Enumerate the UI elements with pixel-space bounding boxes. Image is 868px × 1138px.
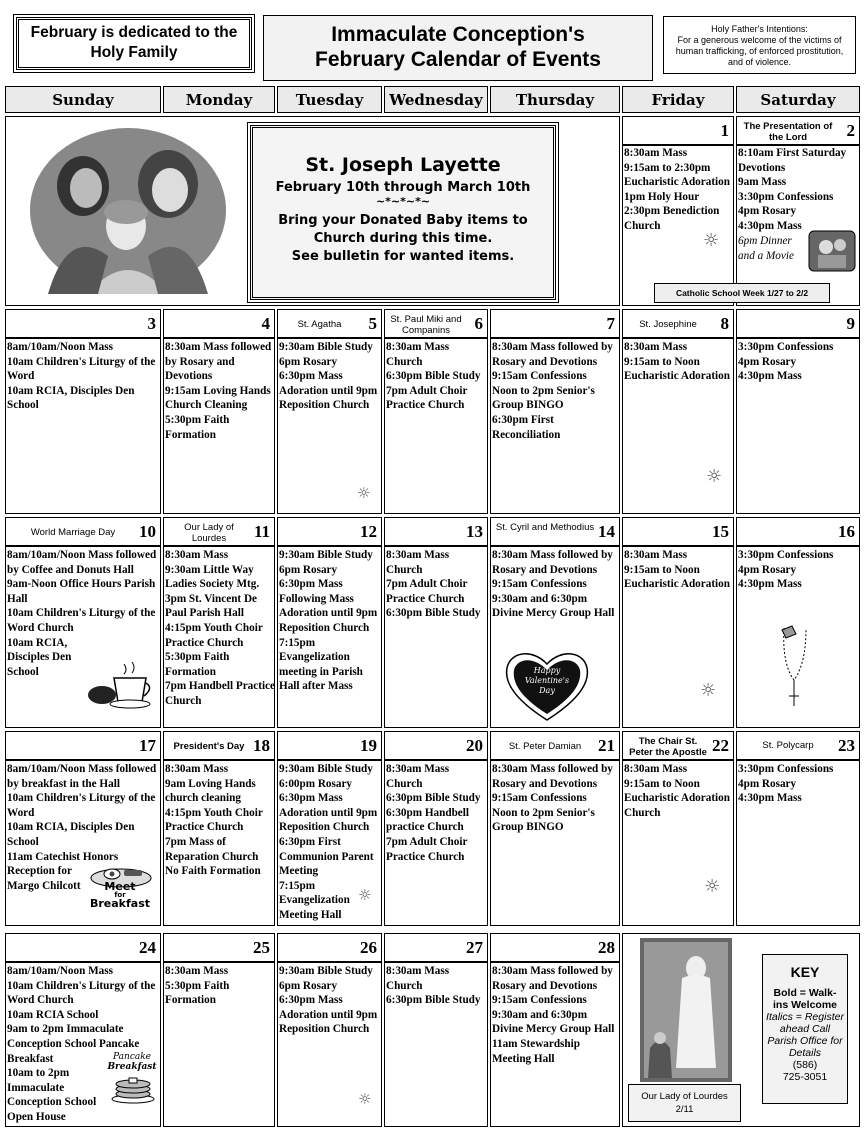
day-header-20: 20 [384, 731, 488, 760]
day-header-5: St. Agatha 5 [277, 309, 382, 338]
day-header-2: The Presentation of the Lord 2 [736, 116, 860, 145]
day-header-24: 24 [5, 933, 161, 962]
st-joseph-layette-box [250, 125, 556, 300]
events-day-28: 8:30am Mass followed by Rosary and Devotions 9:15am Confessions 9:30am and 6:30pm Divine Mercy Group Hall 11am Stewardship Meeting Hall [492, 965, 615, 1065]
day-header-21: St. Peter Damian 21 [490, 731, 620, 760]
dinner-movie-image [808, 230, 856, 272]
day-header-14: St. Cyril and Methodius 14 [490, 517, 620, 546]
events-day-3: 8am/10am/Noon Mass 10am Children's Liturgy of the Word 10am RCIA, Disciples Den School [7, 341, 156, 412]
day-header-1: 1 [622, 116, 734, 145]
valentine-text: Happy Valentine's Day [524, 666, 570, 695]
day-header-18: President's Day 18 [163, 731, 275, 760]
events-day-5: 9:30am Bible Study 6pm Rosary 6:30pm Mass Adoration until 9pm Reposition Church [279, 341, 378, 412]
holy-family-image [28, 126, 228, 294]
events-day-26: 9:30am Bible Study 6pm Rosary 6:30pm Mass Adoration until 9pm Reposition Church [279, 965, 378, 1036]
day-header-10: World Marriage Day 10 [5, 517, 161, 546]
key-italic: Italics = Register ahead Call Parish Office for Details [766, 1011, 844, 1059]
events-day-19: 9:30am Bible Study 6:00pm Rosary 6:30pm Mass Adoration until 9pm Reposition Church 6:30pm First Communion Parent Meeting 7:15pm Evangelization Meeting Hall [279, 763, 378, 921]
weekday-wednesday: Wednesday [384, 86, 488, 113]
monstrance-icon: ☼ [700, 680, 717, 701]
key-title: KEY [790, 964, 820, 980]
events-day-2-italic: 6pm Dinner and a Movie [738, 235, 794, 262]
day-header-13: 13 [384, 517, 488, 546]
key-bold: Bold = Walk-ins Welcome [773, 987, 837, 1011]
events-day-21: 8:30am Mass followed by Rosary and Devotions 9:15am Confessions Noon to 2pm Senior's Group BINGO [492, 763, 613, 834]
events-day-11: 8:30am Mass 9:30am Little Way Ladies Society Mtg. 3pm St. Vincent De Paul Parish Hall 4:15pm Youth Choir Practice Church 5:30pm Faith Formation 7pm Handbell Practice Church [165, 549, 275, 707]
weekday-monday: Monday [163, 86, 275, 113]
day-header-8: St. Josephine 8 [622, 309, 734, 338]
layette-title: St. Joseph Layette [305, 154, 501, 176]
events-day-23: 3:30pm Confessions 4pm Rosary 4:30pm Mass [738, 763, 834, 805]
day-header-25: 25 [163, 933, 275, 962]
events-day-4: 8:30am Mass followed by Rosary and Devotions 9:15am Loving Hands Church Cleaning 5:30pm Faith Formation [165, 341, 272, 441]
monstrance-icon: ☼ [704, 876, 721, 897]
events-day-20: 8:30am Mass Church 6:30pm Bible Study 6:30pm Handbell practice Church 7pm Adult Choir Practice Church [386, 763, 481, 863]
pancake-breakfast-sign: Pancake Breakfast [107, 1052, 157, 1072]
pancake-stack-icon [110, 1074, 156, 1104]
events-day-27: 8:30am Mass Church 6:30pm Bible Study [386, 965, 481, 1007]
layette-divider: ~*~*~*~ [375, 195, 431, 208]
events-day-15: 8:30am Mass 9:15am to Noon Eucharistic Adoration [624, 549, 730, 591]
layette-text: Bring your Donated Baby items to Church during this time. See bulletin for wanted items. [278, 213, 528, 264]
weekday-saturday: Saturday [736, 86, 860, 113]
events-day-16: 3:30pm Confessions 4pm Rosary 4:30pm Mass [738, 549, 834, 591]
intentions-text: Holy Father's Intentions: For a generous welcome of the victims of human trafficking, of enforced prostitution, and of violence. [675, 24, 844, 67]
events-day-18: 8:30am Mass 9am Loving Hands church cleaning 4:15pm Youth Choir Practice Church 7pm Mass of Reparation Church No Faith Formation [165, 763, 263, 878]
day-header-11: Our Lady of Lourdes 11 [163, 517, 275, 546]
events-day-6: 8:30am Mass Church 6:30pm Bible Study 7pm Adult Choir Practice Church [386, 341, 481, 412]
title-box [263, 15, 653, 81]
day-header-4: 4 [163, 309, 275, 338]
dedication-text: February is dedicated to the Holy Family [30, 24, 238, 61]
weekday-thursday: Thursday [490, 86, 620, 113]
key-phone-1: (586) [792, 1059, 818, 1071]
our-lady-of-lourdes-image [640, 938, 732, 1082]
weekday-sunday: Sunday [5, 86, 161, 113]
key-phone-2: 725-3051 [782, 1071, 828, 1083]
key-box [762, 954, 848, 1104]
events-day-13: 8:30am Mass Church 7pm Adult Choir Practice Church 6:30pm Bible Study [386, 549, 481, 620]
day-header-26: 26 [277, 933, 382, 962]
events-day-25: 8:30am Mass 5:30pm Faith Formation [165, 965, 230, 1007]
events-day-12: 9:30am Bible Study 6pm Rosary 6:30pm Mass Following Mass Adoration until 9pm Reposition Church 7:15pm Evangelization meeting in Parish Hall after Mass [279, 549, 378, 693]
events-day-9: 3:30pm Confessions 4pm Rosary 4:30pm Mass [738, 341, 834, 383]
catholic-school-week-label: Catholic School Week 1/27 to 2/2 [654, 283, 830, 303]
day-header-22: The Chair St. Peter the Apostle 22 [622, 731, 734, 760]
weekday-tuesday: Tuesday [277, 86, 382, 113]
day-header-16: 16 [736, 517, 860, 546]
day-header-6: St. Paul Miki and Companins 6 [384, 309, 488, 338]
events-day-22: 8:30am Mass 9:15am to Noon Eucharistic Adoration Church [624, 763, 730, 819]
day-header-19: 19 [277, 731, 382, 760]
day-header-9: 9 [736, 309, 860, 338]
day-header-15: 15 [622, 517, 734, 546]
meet-for-breakfast-sign: Meet for Breakfast [89, 880, 151, 910]
page-title: Immaculate Conception's February Calendar of Events [315, 23, 601, 71]
events-day-24: 8am/10am/Noon Mass 10am Children's Liturgy of the Word Church 10am RCIA School 9am to 2pm Immaculate Conception School Pancake Breakfast 10am to 2pm Immaculate Conception School Open House [7, 965, 156, 1123]
monstrance-icon: ☼ [706, 466, 723, 487]
rosary-icon [778, 624, 812, 710]
day-header-12: 12 [277, 517, 382, 546]
coffee-cup-icon [86, 660, 154, 710]
monstrance-icon: ☼ [358, 886, 372, 904]
monstrance-icon: ☼ [703, 230, 720, 251]
events-day-17: 8am/10am/Noon Mass followed by breakfast in the Hall 10am Children's Liturgy of the Word 10am RCIA, Disciples Den School 11am Catechist Honors Reception for Margo Chilcott [7, 763, 157, 892]
day-header-27: 27 [384, 933, 488, 962]
lourdes-caption: Our Lady of Lourdes 2/11 [628, 1084, 741, 1122]
events-day-14: 8:30am Mass followed by Rosary and Devotions 9:15am Confessions 9:30am and 6:30pm Divine Mercy Group Hall [492, 549, 615, 620]
layette-dates: February 10th through March 10th [275, 180, 531, 195]
events-day-10: 8am/10am/Noon Mass followed by Coffee and Donuts Hall 9am-Noon Office Hours Parish Hall 10am Children's Liturgy of the Word Church 10am RCIA, Disciples Den School [7, 549, 157, 678]
day-header-17: 17 [5, 731, 161, 760]
dedication-box [16, 17, 252, 70]
day-header-28: 28 [490, 933, 620, 962]
events-day-7: 8:30am Mass followed by Rosary and Devotions 9:15am Confessions Noon to 2pm Senior's Group BINGO 6:30pm First Reconciliation [492, 341, 613, 441]
intentions-box [663, 16, 856, 74]
events-day-8: 8:30am Mass 9:15am to Noon Eucharistic Adoration [624, 341, 730, 383]
events-day-2: 8:10am First Saturday Devotions 9am Mass 3:30pm Confessions 4pm Rosary 4:30pm Mass [738, 147, 847, 232]
weekday-friday: Friday [622, 86, 734, 113]
day-header-3: 3 [5, 309, 161, 338]
events-day-1: 8:30am Mass 9:15am to 2:30pm Eucharistic Adoration 1pm Holy Hour 2:30pm Benediction Church [624, 147, 730, 232]
day-header-23: St. Polycarp 23 [736, 731, 860, 760]
day-header-7: 7 [490, 309, 620, 338]
monstrance-icon: ☼ [358, 1090, 372, 1108]
monstrance-icon: ☼ [357, 484, 371, 502]
